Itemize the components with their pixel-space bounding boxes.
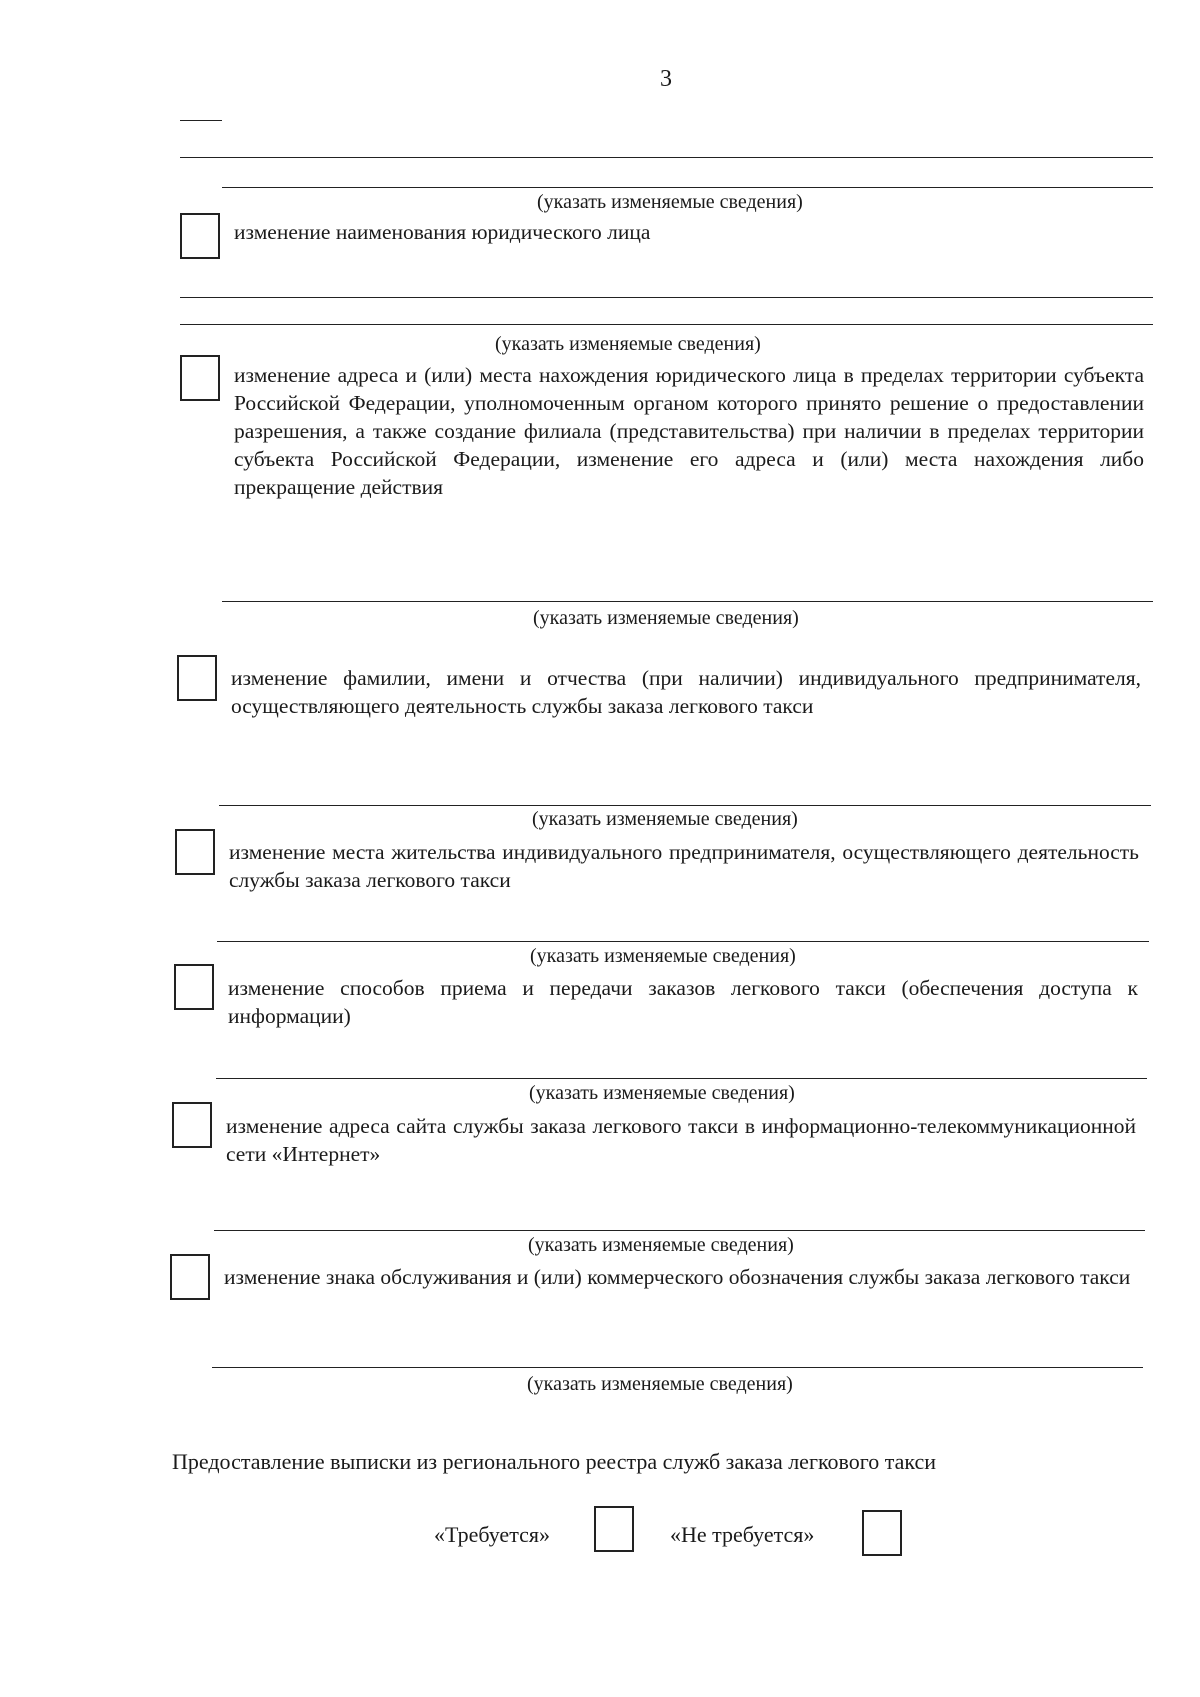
fill-line[interactable]	[180, 297, 1153, 298]
fill-line[interactable]	[217, 941, 1149, 942]
checkbox-legal-address-change[interactable]	[180, 355, 220, 401]
checkbox-not-required[interactable]	[862, 1510, 902, 1556]
item-label-entrepreneur-name-change: изменение фамилии, имени и отчества (при наличии) индивидуального предпринимателя, осуществляющего деятельность службы заказа легкового такси	[231, 666, 1141, 718]
fill-line[interactable]	[212, 1367, 1143, 1368]
field-caption: (указать изменяемые сведения)	[530, 945, 796, 967]
checkbox-order-methods-change[interactable]	[174, 964, 214, 1010]
fill-line[interactable]	[180, 324, 1153, 325]
field-caption: (указать изменяемые сведения)	[532, 808, 798, 830]
fill-line[interactable]	[216, 1078, 1147, 1079]
item-label-trademark-change: изменение знака обслуживания и (или) коммерческого обозначения службы заказа легкового такси	[224, 1265, 1131, 1289]
fill-line[interactable]	[222, 601, 1153, 602]
fill-line[interactable]	[214, 1230, 1145, 1231]
item-label-order-methods-change: изменение способов приема и передачи заказов легкового такси (обеспечения доступа к информации)	[228, 976, 1138, 1028]
fill-line[interactable]	[222, 187, 1153, 188]
checkbox-trademark-change[interactable]	[170, 1254, 210, 1300]
item-label-legal-address-change: изменение адреса и (или) места нахождения юридического лица в пределах территории субъекта Российской Федерации, уполномоченным органом которого принято решение о предоставлении разрешения, а также создание филиала (представительства) при наличии в пределах территории субъекта Российской Федерации, изменение его адреса и (или) места нахождения либо прекращение действия	[234, 363, 1144, 499]
checkbox-entrepreneur-name-change[interactable]	[177, 655, 217, 701]
field-caption: (указать изменяемые сведения)	[495, 333, 761, 355]
checkbox-required[interactable]	[594, 1506, 634, 1552]
fill-line	[180, 120, 222, 121]
item-label-name-change: изменение наименования юридического лица	[234, 220, 651, 244]
field-caption: (указать изменяемые сведения)	[527, 1373, 793, 1395]
field-caption: (указать изменяемые сведения)	[529, 1082, 795, 1104]
checkbox-name-change[interactable]	[180, 213, 220, 259]
required-label: «Требуется»	[434, 1522, 550, 1547]
field-caption: (указать изменяемые сведения)	[533, 607, 799, 629]
checkbox-website-change[interactable]	[172, 1102, 212, 1148]
fill-line[interactable]	[219, 805, 1151, 806]
fill-line[interactable]	[180, 157, 1153, 158]
page-number: 3	[660, 66, 672, 92]
extract-request-text: Предоставление выписки из регионального реестра служб заказа легкового такси	[172, 1449, 937, 1474]
checkbox-residence-change[interactable]	[175, 829, 215, 875]
item-label-website-change: изменение адреса сайта службы заказа легкового такси в информационно-телекоммуникационной сети «Интернет»	[226, 1114, 1136, 1166]
field-caption: (указать изменяемые сведения)	[537, 191, 803, 213]
field-caption: (указать изменяемые сведения)	[528, 1234, 794, 1256]
not-required-label: «Не требуется»	[670, 1522, 815, 1547]
item-label-residence-change: изменение места жительства индивидуального предпринимателя, осуществляющего деятельность службы заказа легкового такси	[229, 840, 1139, 892]
